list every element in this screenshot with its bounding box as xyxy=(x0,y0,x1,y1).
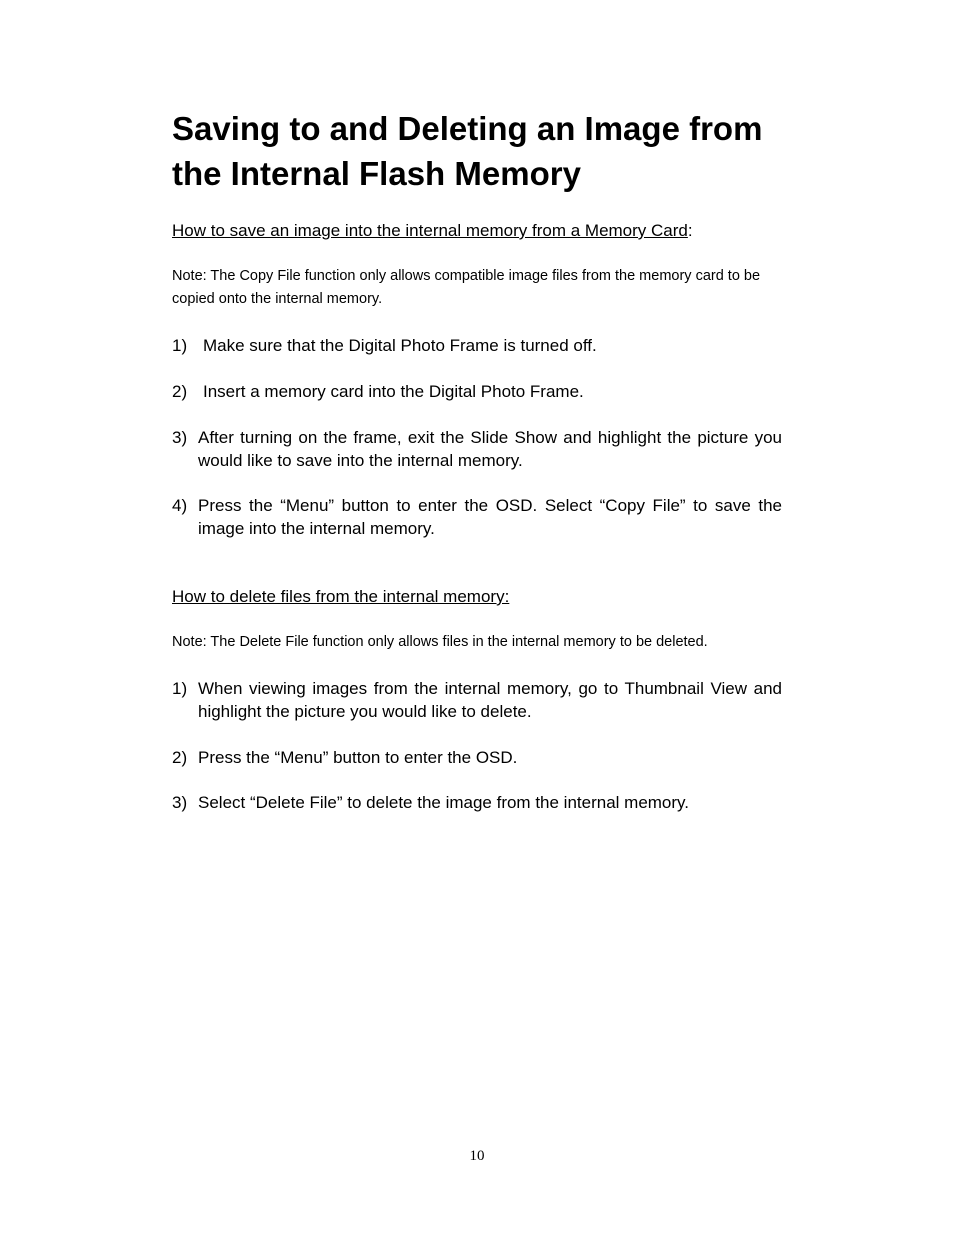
save-section-heading-text: How to save an image into the internal memory from a Memory Card xyxy=(172,221,688,240)
page-number: 10 xyxy=(469,1148,485,1164)
save-step-4 xyxy=(172,494,782,540)
save-step-1 xyxy=(172,334,782,357)
step-text: Insert a memory card into the Digital Photo Frame. xyxy=(203,382,584,401)
step-text: Make sure that the Digital Photo Frame is turned off. xyxy=(203,336,597,355)
delete-section-heading xyxy=(172,586,782,608)
step-number: 1) xyxy=(172,679,188,698)
step-text: Press the “Menu” button to enter the OSD. Select “Copy File” to save the image into the internal memory. xyxy=(198,496,782,538)
save-section-heading xyxy=(172,220,782,242)
step-text: After turning on the frame, exit the Slide Show and highlight the picture you would like to save into the internal memory. xyxy=(198,428,782,470)
step-number: 3) xyxy=(172,793,188,812)
delete-section-heading-text: How to delete files from the internal memory: xyxy=(172,587,510,606)
save-step-2 xyxy=(172,380,782,403)
delete-step-2 xyxy=(172,746,782,769)
step-number: 4) xyxy=(172,496,188,515)
save-step-3 xyxy=(172,426,782,472)
page-title: Saving to and Deleting an Image from the Internal Flash Memory xyxy=(172,110,763,192)
step-text: Press the “Menu” button to enter the OSD. xyxy=(198,748,518,767)
delete-step-3 xyxy=(172,791,782,814)
save-note: Note: The Copy File function only allows compatible image files from the memory card to be copied onto the internal memory. xyxy=(172,268,761,307)
step-text: When viewing images from the internal memory, go to Thumbnail View and highlight the picture you would like to delete. xyxy=(198,679,782,721)
step-number: 3) xyxy=(172,428,188,447)
delete-step-1 xyxy=(172,677,782,723)
delete-note: Note: The Delete File function only allows files in the internal memory to be deleted. xyxy=(172,634,708,650)
step-number: 2) xyxy=(172,382,188,401)
step-number: 2) xyxy=(172,748,188,767)
step-text: Select “Delete File” to delete the image from the internal memory. xyxy=(198,793,690,812)
save-section-heading-colon: : xyxy=(687,221,693,240)
step-number: 1) xyxy=(172,336,188,355)
